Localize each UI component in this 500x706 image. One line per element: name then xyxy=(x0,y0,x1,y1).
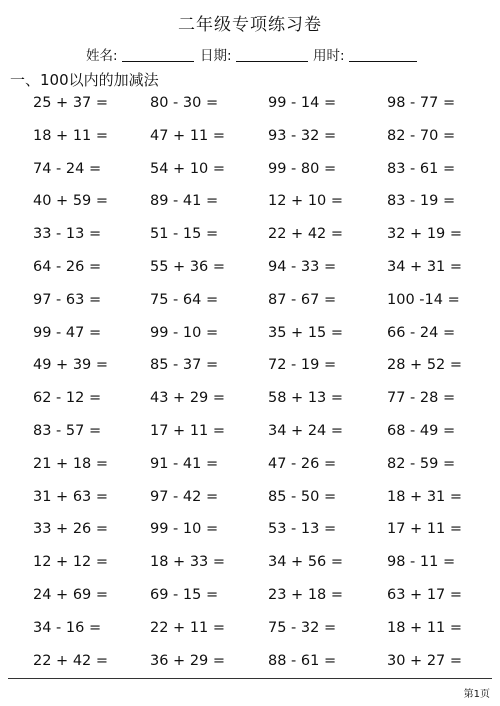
problem-item: 12 + 10 = xyxy=(268,193,344,210)
problem-item: 99 - 10 = xyxy=(150,521,219,538)
problem-item: 62 - 12 = xyxy=(33,390,102,407)
problem-item: 25 + 37 = xyxy=(33,95,109,111)
problem-item: 47 + 11 = xyxy=(150,127,226,144)
problem-item: 33 - 13 = xyxy=(33,226,102,243)
problem-item: 40 + 59 = xyxy=(33,193,109,210)
problem-item: 18 + 33 = xyxy=(150,554,226,571)
problem-item: 97 - 63 = xyxy=(33,291,102,308)
problem-item: 98 - 77 = xyxy=(387,95,456,111)
problem-item: 94 - 33 = xyxy=(268,259,337,275)
problem-item: 82 - 70 = xyxy=(387,127,456,144)
problem-item: 22 + 42 = xyxy=(33,652,109,669)
problem-item: 80 - 30 = xyxy=(150,95,219,111)
problem-item: 85 - 50 = xyxy=(268,488,337,505)
page-title: 二年级专项练习卷 xyxy=(178,15,322,35)
problem-item: 22 + 11 = xyxy=(150,619,226,636)
problem-item: 74 - 24 = xyxy=(33,160,102,177)
problem-item: 34 - 16 = xyxy=(33,619,102,636)
problem-item: 75 - 32 = xyxy=(268,619,337,636)
section-heading: 一、100以内的加减法 xyxy=(10,71,159,89)
problem-item: 97 - 42 = xyxy=(150,488,219,505)
problem-item: 83 - 61 = xyxy=(387,160,456,177)
problem-item: 33 + 26 = xyxy=(33,521,109,538)
problem-item: 43 + 29 = xyxy=(150,390,226,407)
time-label: 用时: xyxy=(313,48,345,64)
problem-item: 58 + 13 = xyxy=(268,390,344,407)
problem-item: 69 - 15 = xyxy=(150,587,219,603)
problem-item: 32 + 19 = xyxy=(387,226,463,243)
problem-item: 83 - 19 = xyxy=(387,193,456,210)
problem-item: 66 - 24 = xyxy=(387,324,456,341)
problem-item: 35 + 15 = xyxy=(268,324,344,341)
problem-item: 75 - 64 = xyxy=(150,291,219,308)
page-number: 第1页 xyxy=(463,689,490,700)
problem-item: 34 + 31 = xyxy=(387,259,463,275)
problem-item: 53 - 13 = xyxy=(268,521,337,538)
problem-item: 34 + 56 = xyxy=(268,554,344,571)
problem-item: 64 - 26 = xyxy=(33,259,102,275)
problem-item: 100 -14 = xyxy=(387,291,460,308)
problem-item: 68 - 49 = xyxy=(387,423,456,439)
problem-item: 17 + 11 = xyxy=(150,423,226,439)
problem-item: 17 + 11 = xyxy=(387,521,463,538)
problem-item: 21 + 18 = xyxy=(33,455,109,472)
problem-item: 23 + 18 = xyxy=(268,587,344,603)
problem-item: 93 - 32 = xyxy=(268,127,337,144)
date-label: 日期: xyxy=(200,48,232,64)
problem-item: 22 + 42 = xyxy=(268,226,344,243)
problem-item: 72 - 19 = xyxy=(268,357,337,374)
problem-item: 54 + 10 = xyxy=(150,160,226,177)
problem-item: 98 - 11 = xyxy=(387,554,456,571)
problem-item: 82 - 59 = xyxy=(387,455,456,472)
problem-item: 99 - 14 = xyxy=(268,95,337,111)
problem-item: 91 - 41 = xyxy=(150,455,219,472)
problem-item: 49 + 39 = xyxy=(33,357,109,374)
problem-item: 77 - 28 = xyxy=(387,390,456,407)
problem-item: 99 - 47 = xyxy=(33,324,102,341)
problem-item: 24 + 69 = xyxy=(33,587,109,603)
problem-item: 18 + 31 = xyxy=(387,488,463,505)
problem-item: 63 + 17 = xyxy=(387,587,463,603)
problem-item: 36 + 29 = xyxy=(150,652,226,669)
problem-item: 51 - 15 = xyxy=(150,226,219,243)
problem-item: 99 - 10 = xyxy=(150,324,219,341)
problem-item: 99 - 80 = xyxy=(268,160,337,177)
problem-item: 89 - 41 = xyxy=(150,193,219,210)
problem-item: 55 + 36 = xyxy=(150,259,226,275)
problem-item: 31 + 63 = xyxy=(33,488,109,505)
problem-item: 85 - 37 = xyxy=(150,357,219,374)
problem-item: 28 + 52 = xyxy=(387,357,463,374)
problem-item: 18 + 11 = xyxy=(387,619,463,636)
problem-item: 88 - 61 = xyxy=(268,652,337,669)
problem-item: 30 + 27 = xyxy=(387,652,463,669)
problem-item: 34 + 24 = xyxy=(268,423,344,439)
problem-item: 87 - 67 = xyxy=(268,291,337,308)
problem-item: 12 + 12 = xyxy=(33,554,109,571)
name-label: 姓名: xyxy=(86,48,118,64)
problem-item: 18 + 11 = xyxy=(33,127,109,144)
footer-divider xyxy=(8,678,492,679)
problem-item: 83 - 57 = xyxy=(33,423,102,439)
problem-item: 47 - 26 = xyxy=(268,455,337,472)
